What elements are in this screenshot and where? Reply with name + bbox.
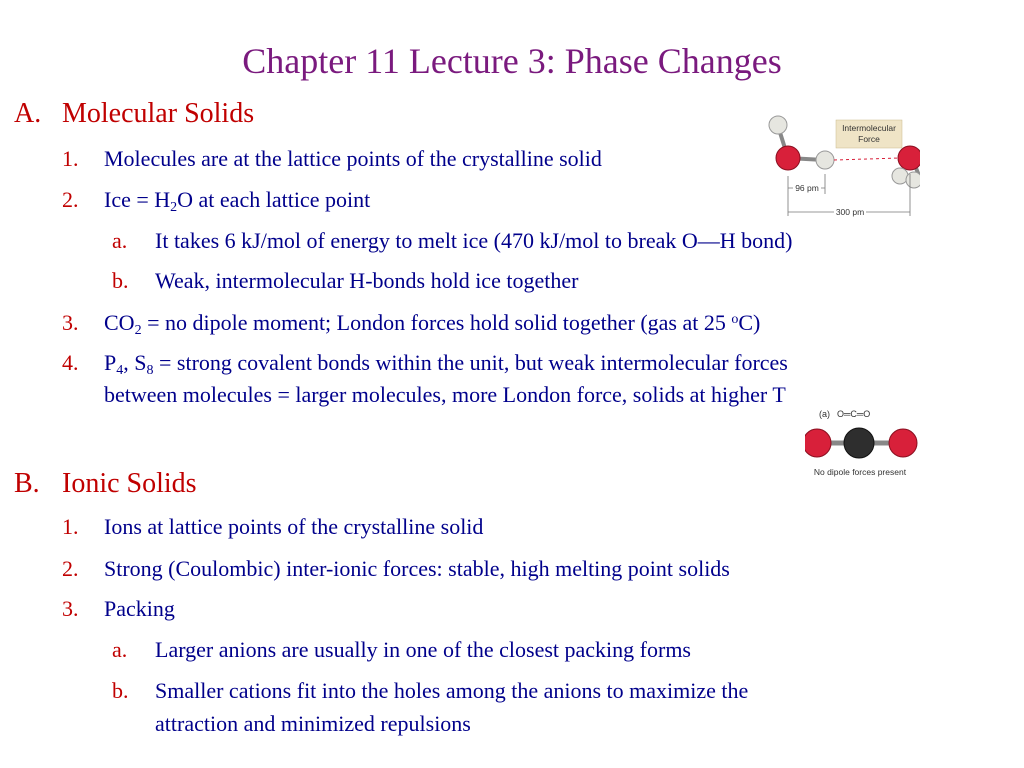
- co2-caption-prefix: (a): [819, 409, 830, 419]
- item-a3-superscript: o: [731, 312, 739, 327]
- hydrogen-atom: [892, 168, 908, 184]
- item-a2-text: [104, 187, 370, 213]
- item-a2a-text: It takes 6 kJ/mol of energy to melt ice (470 kJ/mol to break O—H bond): [155, 228, 793, 253]
- item-b3a-text: Larger anions are usually in one of the closest packing forms: [155, 637, 691, 662]
- oxygen-atom: [805, 429, 831, 457]
- item-a4-line2: between molecules = larger molecules, more London force, solids at higher T: [104, 382, 786, 407]
- item-a4-p-subscript: 4: [116, 363, 124, 378]
- item-a2a-marker: a.: [112, 228, 128, 253]
- item-a3-subscript: 2: [134, 323, 142, 338]
- carbon-atom: [844, 428, 874, 458]
- item-b3-marker: 3.: [62, 596, 79, 621]
- item-a4-s-subscript: 8: [146, 363, 154, 378]
- item-a4-line1: [104, 350, 788, 376]
- item-b3b-marker: b.: [112, 678, 129, 703]
- water-intermolecular-figure: [760, 108, 920, 220]
- item-a3-text-pre: CO: [104, 310, 135, 335]
- section-a-label: Molecular Solids: [62, 98, 255, 129]
- item-a4-marker: 4.: [62, 350, 79, 375]
- co2-figure: [805, 405, 935, 483]
- item-a3-text-post: C): [738, 310, 761, 335]
- item-a2b-text: Weak, intermolecular H-bonds hold ice together: [155, 268, 579, 293]
- dimension-96pm-label: 96 pm: [795, 183, 819, 193]
- section-b-marker: B.: [14, 468, 40, 499]
- item-b2-text: Strong (Coulombic) inter-ionic forces: stable, high melting point solids: [104, 556, 730, 581]
- item-a4-line1-rest: = strong covalent bonds within the unit, but weak intermolecular forces: [153, 350, 788, 375]
- item-a3-marker: 3.: [62, 310, 79, 335]
- item-a3-text: [104, 310, 760, 336]
- intermolecular-box-line2: Force: [858, 134, 880, 144]
- page-title: Chapter 11 Lecture 3: Phase Changes: [242, 41, 782, 81]
- item-a2-text-pre: Ice = H: [104, 187, 171, 212]
- intermolecular-force-line: [834, 158, 900, 160]
- oxygen-atom: [898, 146, 920, 170]
- item-a2-text-post: O at each lattice point: [177, 187, 371, 212]
- item-b3b-line1: Smaller cations fit into the holes among the anions to maximize the: [155, 678, 749, 703]
- oxygen-atom: [776, 146, 800, 170]
- item-a4-p: P: [104, 350, 117, 375]
- dimension-300pm-label: 300 pm: [835, 207, 865, 217]
- item-a1-text: Molecules are at the lattice points of the crystalline solid: [104, 146, 602, 171]
- item-b3b-line2: attraction and minimized repulsions: [155, 711, 471, 736]
- oxygen-atom: [889, 429, 917, 457]
- item-b2-marker: 2.: [62, 556, 79, 581]
- item-a2-subscript: 2: [170, 200, 178, 215]
- section-b-label: Ionic Solids: [62, 468, 197, 499]
- item-b1-text: Ions at lattice points of the crystalline solid: [104, 514, 484, 539]
- hydrogen-atom: [769, 116, 787, 134]
- intermolecular-box-line1: Intermolecular: [842, 123, 896, 133]
- item-b3-text: Packing: [104, 596, 175, 621]
- item-a4-s: , S: [123, 350, 147, 375]
- item-b1-marker: 1.: [62, 514, 79, 539]
- item-a2-marker: 2.: [62, 187, 79, 212]
- hydrogen-atom: [816, 151, 834, 169]
- item-a2b-marker: b.: [112, 268, 129, 293]
- co2-subtitle: No dipole forces present: [813, 467, 907, 477]
- hydrogen-atom: [906, 172, 920, 188]
- item-b3a-marker: a.: [112, 637, 128, 662]
- item-a3-text-mid: = no dipole moment; London forces hold solid together (gas at 25: [141, 310, 732, 335]
- co2-caption-formula: O═C═O: [837, 409, 871, 419]
- section-a-marker: A.: [14, 98, 42, 129]
- item-a1-marker: 1.: [62, 146, 79, 171]
